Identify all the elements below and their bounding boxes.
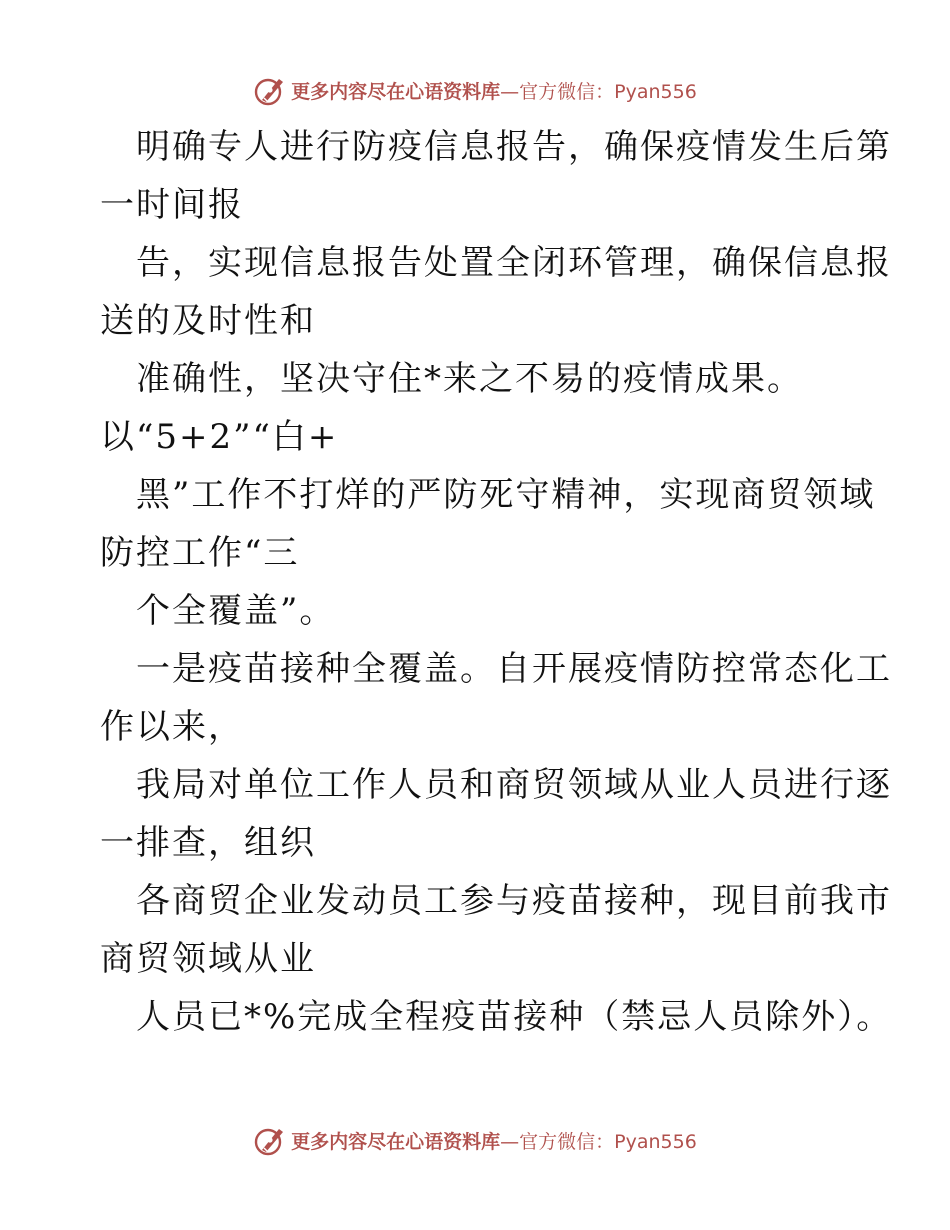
text-line: 明确专人进行防疫信息报告，确保疫情发生后第 <box>136 127 892 167</box>
text-line: 准确性，坚决守住*来之不易的疫情成果。 <box>136 359 803 399</box>
text-line: 以“5+2”“白+ <box>100 417 339 457</box>
text-line: 一时间报 <box>100 185 244 225</box>
text-line: 作以来， <box>100 707 244 747</box>
text-line: 各商贸企业发动员工参与疫苗接种，现目前我市 <box>136 881 892 921</box>
text-line: 一是疫苗接种全覆盖。自开展疫情防控常态化工 <box>136 649 892 689</box>
text-line: 一排查，组织 <box>100 823 316 863</box>
text-line: 送的及时性和 <box>100 301 316 341</box>
text-line: 我局对单位工作人员和商贸领域从业人员进行逐 <box>136 765 892 805</box>
footer-watermark <box>0 1120 950 1160</box>
text-line: 人员已*%完成全程疫苗接种（禁忌人员除外）。 <box>136 997 893 1037</box>
pen-nib-logo-icon <box>253 73 287 107</box>
header-watermark <box>0 70 950 110</box>
text-line: 黑”工作不打烊的严防死守精神，实现商贸领域 <box>136 475 876 515</box>
watermark-brand: 更多内容尽在心语资料库 <box>291 1130 501 1153</box>
text-line: 防控工作“三 <box>100 533 300 573</box>
text-line: 告，实现信息报告处置全闭环管理，确保信息报 <box>136 243 892 283</box>
pen-nib-logo-icon <box>253 1123 287 1157</box>
document-body <box>100 118 893 1046</box>
watermark-wechat: —官方微信：Pyan556 <box>500 1130 697 1153</box>
watermark-wechat: —官方微信：Pyan556 <box>500 80 697 103</box>
watermark-brand: 更多内容尽在心语资料库 <box>291 80 501 103</box>
text-line: 商贸领域从业 <box>100 939 316 979</box>
text-line: 个全覆盖”。 <box>136 591 336 631</box>
